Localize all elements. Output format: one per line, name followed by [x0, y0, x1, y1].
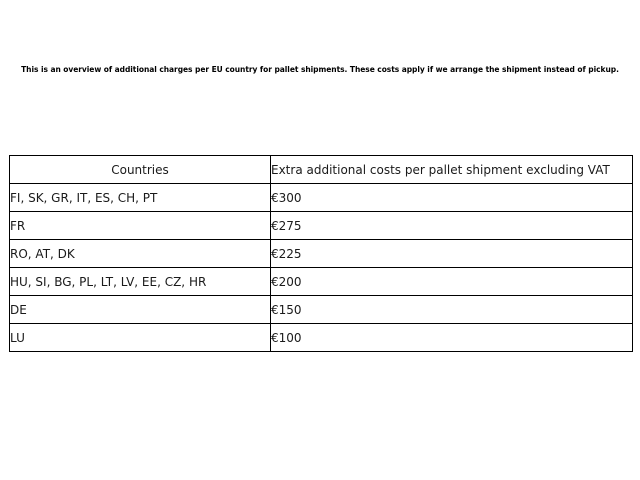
intro-text: This is an overview of additional charges per EU country for pallet shipments. These costs apply if we arrange the shipment instead of pickup. [21, 65, 619, 74]
table-row [10, 324, 633, 352]
table-row [10, 268, 633, 296]
countries-cell: HU, SI, BG, PL, LT, LV, EE, CZ, HR [10, 268, 271, 296]
countries-cell: RO, AT, DK [10, 240, 271, 268]
table-row [10, 212, 633, 240]
table-row [10, 296, 633, 324]
column-header-countries: Countries [10, 156, 271, 184]
charges-table [9, 155, 633, 352]
column-header-costs: Extra additional costs per pallet shipment excluding VAT [271, 156, 633, 184]
countries-cell: LU [10, 324, 271, 352]
cost-cell: €300 [271, 184, 633, 212]
countries-cell: DE [10, 296, 271, 324]
cost-cell: €150 [271, 296, 633, 324]
table-row [10, 240, 633, 268]
cost-cell: €225 [271, 240, 633, 268]
cost-cell: €100 [271, 324, 633, 352]
countries-cell: FR [10, 212, 271, 240]
cost-cell: €200 [271, 268, 633, 296]
table-header-row [10, 156, 633, 184]
cost-cell: €275 [271, 212, 633, 240]
countries-cell: FI, SK, GR, IT, ES, CH, PT [10, 184, 271, 212]
table-row [10, 184, 633, 212]
